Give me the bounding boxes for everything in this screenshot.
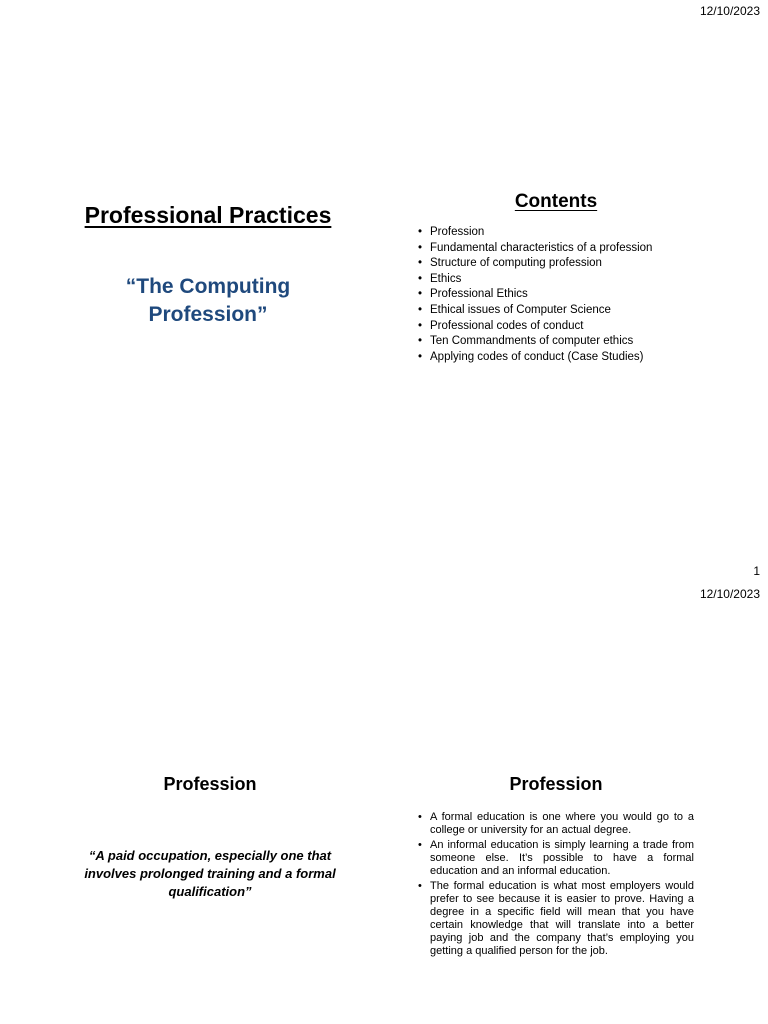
- slide4-title: Profession: [509, 774, 603, 794]
- slide1-title: Professional Practices: [84, 202, 332, 228]
- slide1: [60, 202, 356, 329]
- list-item: • Professional Ethics: [418, 287, 698, 303]
- list-item: • Fundamental characteristics of a profession: [418, 241, 698, 257]
- list-item: • Ten Commandments of computer ethics: [418, 334, 698, 350]
- profession-list: [418, 811, 694, 958]
- definition-quote: “A paid occupation, especially one that involves prolonged training and a formal qualification”: [84, 848, 336, 899]
- slide2-title: Contents: [514, 191, 598, 212]
- page2-date: 12/10/2023: [699, 587, 760, 601]
- list-item: • Ethical issues of Computer Science: [418, 303, 698, 319]
- slide2: [418, 191, 698, 365]
- list-item: • The formal education is what most employers would prefer to see because it is easier to prove. Having a degree in a specific field will mean that you have certain knowledge that will translate into a better paying job and the company that’s employing you getting a qualified person for the job.: [418, 880, 694, 958]
- slide3-title: Profession: [163, 774, 257, 794]
- list-item: • An informal education is simply learning a trade from someone else. It’s possible to have a formal education and an informal education.: [418, 839, 694, 878]
- slide3: [60, 774, 360, 901]
- slide4: [418, 774, 694, 960]
- contents-list: [418, 225, 698, 365]
- list-item: • Professional codes of conduct: [418, 319, 698, 335]
- list-item: • Applying codes of conduct (Case Studies): [418, 350, 698, 366]
- list-item: • Profession: [418, 225, 698, 241]
- list-item: • Structure of computing profession: [418, 256, 698, 272]
- page1-date: 12/10/2023: [699, 4, 760, 18]
- list-item: • A formal education is one where you would go to a college or university for an actual degree.: [418, 811, 694, 837]
- page-number: 1: [753, 564, 760, 578]
- list-item: • Ethics: [418, 272, 698, 288]
- slide1-subtitle: “The Computing Profession”: [125, 275, 291, 326]
